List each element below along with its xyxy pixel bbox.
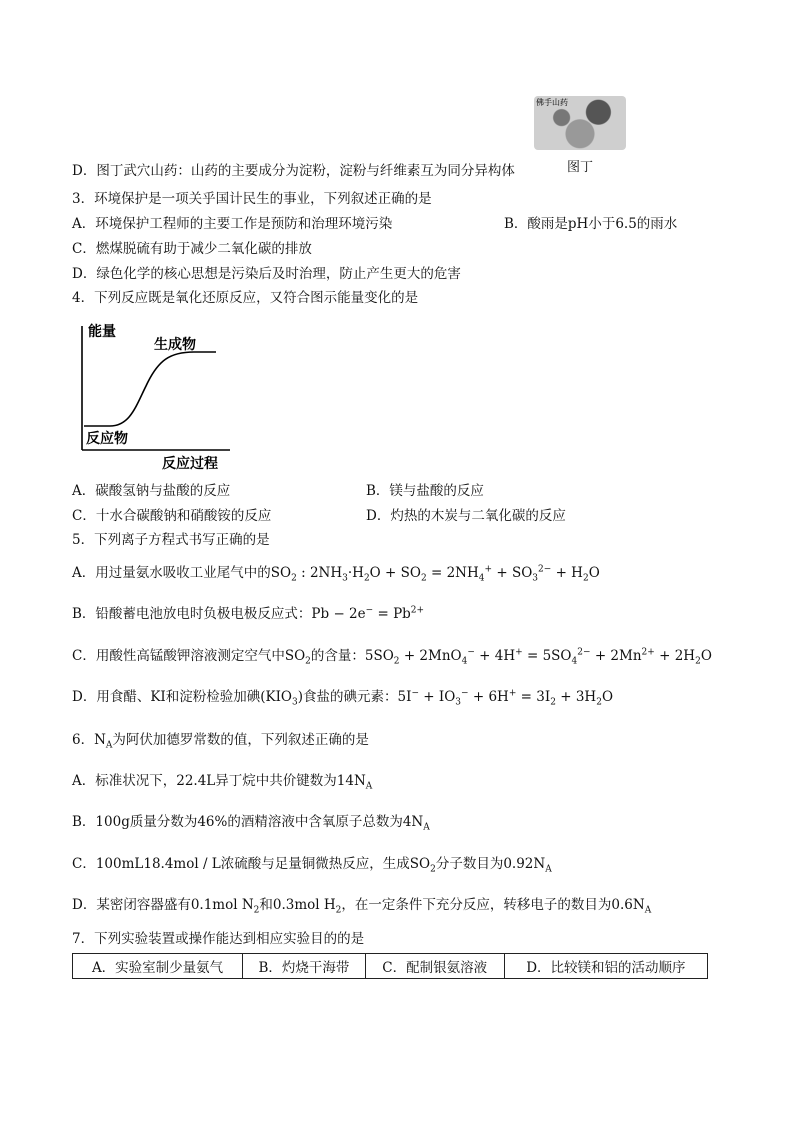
q7-choice-d: D．比较镁和铝的活动顺序: [504, 954, 707, 979]
q6-option-c: C．100mL18.4mol / L浓硫酸与足量铜微热反应，生成$SO_2$分子数目为$0.92N_A$: [72, 856, 552, 875]
q4-option-b: B．镁与盐酸的反应: [366, 483, 484, 499]
energy-diagram: [70, 322, 240, 472]
q7-stem: 7．下列实验装置或操作能达到相应实验目的的是: [72, 931, 365, 947]
energy-curve: [84, 352, 216, 426]
q3-stem: 3．环境保护是一项关乎国计民生的事业，下列叙述正确的是: [72, 191, 432, 207]
y-axis-label: 能量: [88, 323, 116, 339]
q5-option-a: A．用过量氨水吸收工业尾气中的$SO_2$ : $2NH_3\cdot H_2O + SO_2 = 2NH_4^+ + SO_3^{2-} + H_2O$: [72, 564, 600, 584]
q7-choice-c: C．配制银氨溶液: [365, 954, 504, 979]
reactant-label: 反应物: [86, 430, 128, 446]
q3-option-c: C．燃煤脱硫有助于减少二氧化碳的排放: [72, 241, 312, 257]
q4-option-c: C．十水合碳酸钠和硝酸铵的反应: [72, 508, 272, 524]
q6-option-a: A．标准状况下，22.4L异丁烷中共价键数为$14N_A$: [72, 773, 373, 792]
q7-choice-table: [72, 953, 708, 979]
x-axis-label: 反应过程: [162, 455, 218, 471]
product-label: 生成物: [154, 336, 196, 352]
q4-stem: 4．下列反应既是氧化还原反应，又符合图示能量变化的是: [72, 290, 419, 306]
q3-option-d: D．绿色化学的核心思想是污染后及时治理，防止产生更大的危害: [72, 266, 461, 282]
q7-choice-a: A．实验室制少量氨气: [73, 954, 243, 979]
q5-option-c: C．用酸性高锰酸钾溶液测定空气中$SO_2$的含量：$5SO_2 + 2MnO_4^- + 4H^+ = 5SO_4^{2-} + 2Mn^{2+} + 2H_2O$: [72, 647, 712, 667]
q5-option-d: D．用食醋、KI和淀粉检验加碘$(KIO_3)$食盐的碘元素：$5I^- + IO_3^- + 6H^+ = 3I_2 + 3H_2O$: [72, 688, 614, 708]
q5-option-b: B．铅酸蓄电池放电时负极电极反应式：$Pb - 2e^- = Pb^{2+}$: [72, 605, 425, 622]
q6-stem: 6．$N_A$为阿伏加德罗常数的值，下列叙述正确的是: [72, 732, 369, 751]
photo-label: 图丁: [567, 160, 594, 175]
q4-option-a: A．碳酸氢钠与盐酸的反应: [72, 483, 231, 499]
q3-option-a: A．环境保护工程师的主要工作是预防和治理环境污染: [72, 216, 393, 232]
q3-option-b: B．酸雨是pH小于6.5的雨水: [504, 216, 678, 232]
photo-caption: 佛手山药: [536, 98, 568, 107]
q4-option-d: D．灼热的木炭与二氧化碳的反应: [366, 508, 566, 524]
q5-stem: 5．下列离子方程式书写正确的是: [72, 532, 270, 548]
q6-option-d: D．某密闭容器盛有0.1mol $N_2$和0.3mol $H_2$，在一定条件下充分反应，转移电子的数目为$0.6N_A$: [72, 897, 652, 916]
q7-choice-b: B．灼烧干海带: [243, 954, 366, 979]
q2-option-d: D．图丁武穴山药：山药的主要成分为淀粉，淀粉与纤维素互为同分异构体: [72, 163, 515, 179]
q6-option-b: B．100g质量分数为46%的酒精溶液中含氧原子总数为$4N_A$: [72, 814, 430, 833]
